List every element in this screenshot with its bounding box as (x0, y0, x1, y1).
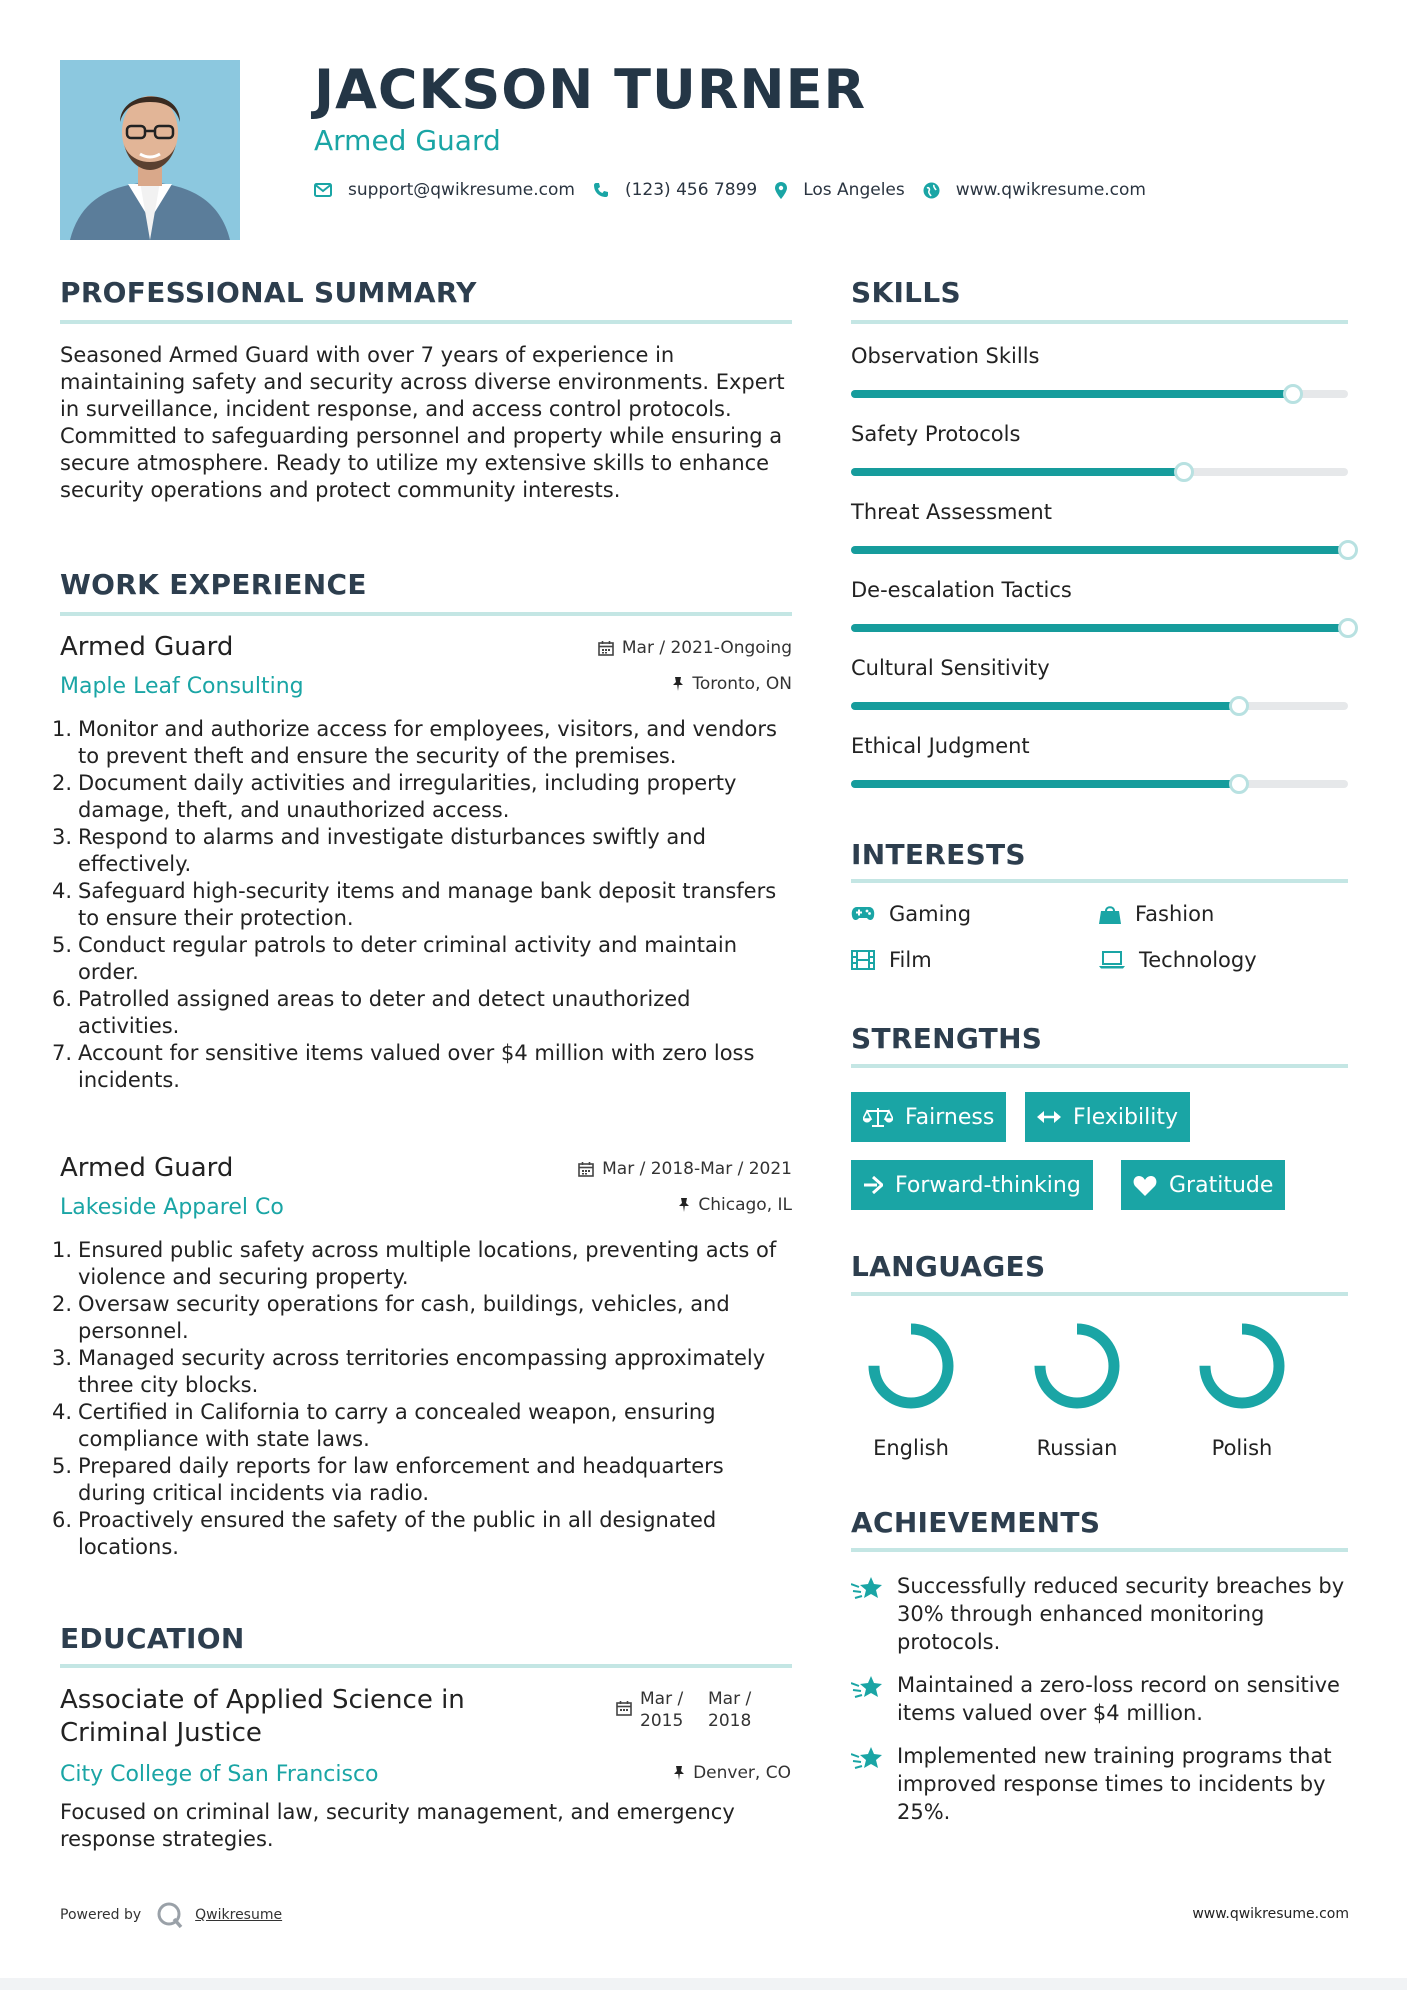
list-item: Prepared daily reports for law enforcement and headquarters during critical incidents via radio. (78, 1454, 724, 1505)
powered-by (60, 1900, 282, 1930)
list-item: Account for sensitive items valued over $4 million with zero loss incidents. (78, 1041, 755, 1092)
skill-bar-fill (851, 546, 1348, 554)
education-description: Focused on criminal law, security management, and emergency response strategies. (60, 1800, 735, 1851)
skill-bar-fill (851, 702, 1239, 710)
list-item: Conduct regular patrols to deter criminal activity and maintain order. (78, 933, 738, 984)
email-text: support@qwikresume.com (348, 180, 575, 200)
interest-label: Film (889, 948, 932, 972)
shopping-bag-icon (1099, 904, 1121, 924)
experience-divider (60, 612, 792, 616)
skill-bar-fill (851, 468, 1184, 476)
profile-photo (60, 60, 240, 240)
list-item: Patrolled assigned areas to deter and detect unauthorized activities. (78, 987, 691, 1038)
languages-heading: LANGUAGES (851, 1250, 1046, 1283)
languages-divider (851, 1292, 1348, 1296)
interest-item (851, 902, 971, 926)
job-duties-list (48, 716, 798, 1094)
calendar-icon (598, 640, 614, 656)
language-item (1177, 1318, 1307, 1460)
summary-divider (60, 320, 792, 324)
job-location-text: Toronto, ON (692, 674, 792, 694)
contact-bar (314, 180, 1164, 200)
skill-level-knob (1283, 384, 1303, 404)
achievements-heading: ACHIEVEMENTS (851, 1506, 1101, 1539)
skill-bar-fill (851, 390, 1293, 398)
skill-name: Observation Skills (851, 344, 1040, 368)
skill-name: Safety Protocols (851, 422, 1021, 446)
location-text: Los Angeles (803, 180, 905, 200)
interest-item (1099, 948, 1257, 972)
arrow-right-icon (863, 1176, 883, 1194)
interests-heading: INTERESTS (851, 838, 1026, 871)
job-company: Lakeside Apparel Co (60, 1195, 284, 1220)
language-proficiency-ring (1029, 1318, 1125, 1414)
strength-label: Gratitude (1169, 1172, 1274, 1198)
skill-level-knob (1338, 618, 1358, 638)
pin-icon (672, 676, 684, 692)
bottom-band (0, 1978, 1407, 1990)
skill-level-knob (1338, 540, 1358, 560)
job-entry (60, 632, 792, 699)
skill-name: De-escalation Tactics (851, 578, 1072, 602)
list-item: Ensured public safety across multiple locations, preventing acts of violence and securing property. (78, 1238, 777, 1289)
contact-location (775, 180, 905, 200)
job-dates (598, 638, 792, 658)
achievement-text: Implemented new training programs that improved response times to incidents by 25%. (897, 1744, 1332, 1824)
language-label: Russian (1036, 1436, 1118, 1460)
heart-icon (1133, 1175, 1157, 1196)
skill-name: Threat Assessment (851, 500, 1052, 524)
language-proficiency-arc (1205, 1329, 1279, 1403)
candidate-title: Armed Guard (314, 124, 501, 157)
achievement-text: Maintained a zero-loss record on sensitive items valued over $4 million. (897, 1673, 1340, 1725)
arrows-horizontal-icon (1037, 1110, 1061, 1124)
list-item: Document daily activities and irregularities, including property damage, theft, and unauthorized access. (78, 771, 737, 822)
education-degree: Associate of Applied Science in Criminal Justice (60, 1685, 465, 1748)
skill-name: Ethical Judgment (851, 734, 1030, 758)
list-item: Monitor and authorize access for employees, visitors, and vendors to prevent theft and ensure the security of the premises. (78, 717, 777, 768)
strength-chip (851, 1092, 1006, 1142)
strength-label: Forward-thinking (895, 1172, 1081, 1198)
strength-chip (851, 1160, 1093, 1210)
job-role: Armed Guard (60, 632, 234, 662)
list-item: Oversaw security operations for cash, buildings, vehicles, and personnel. (78, 1292, 730, 1343)
job-dates-text: Mar / 2021-Ongoing (621, 638, 792, 658)
powered-by-label: Powered by (60, 1907, 142, 1923)
contact-email[interactable] (314, 180, 575, 200)
skills-divider (851, 320, 1348, 324)
job-company: Maple Leaf Consulting (60, 674, 304, 699)
pin-icon (678, 1197, 690, 1213)
education-dates (616, 1688, 768, 1732)
language-proficiency-ring (863, 1318, 959, 1414)
interest-label: Gaming (889, 902, 972, 926)
language-item (846, 1318, 976, 1460)
skill-bar-track (851, 468, 1348, 476)
language-label: English (873, 1436, 949, 1460)
strength-label: Flexibility (1073, 1104, 1178, 1130)
qwikresume-logo-icon (155, 1900, 185, 1930)
education-heading: EDUCATION (60, 1622, 245, 1655)
laptop-icon (1099, 951, 1125, 969)
map-pin-icon (775, 182, 787, 199)
education-end: Mar / 2018 (708, 1689, 752, 1731)
job-dates-text: Mar / 2018-Mar / 2021 (602, 1159, 792, 1179)
skill-bar-track (851, 624, 1348, 632)
globe-icon (923, 182, 940, 199)
contact-website[interactable] (923, 180, 1146, 200)
list-item: Managed security across territories encompassing approximately three city blocks. (78, 1346, 766, 1397)
pin-icon (673, 1765, 685, 1781)
website-text: www.qwikresume.com (955, 180, 1146, 200)
strengths-heading: STRENGTHS (851, 1022, 1043, 1055)
achievements-divider (851, 1548, 1348, 1552)
strengths-divider (851, 1064, 1348, 1068)
job-location (672, 674, 792, 694)
interest-item (851, 948, 932, 972)
interest-label: Technology (1139, 948, 1257, 972)
education-divider (60, 1664, 792, 1668)
achievement-item (851, 1671, 1351, 1727)
list-item: Safeguard high-security items and manage bank deposit transfers to ensure their protection. (78, 879, 777, 930)
skill-level-knob (1229, 774, 1249, 794)
interests-divider (851, 879, 1348, 883)
contact-phone[interactable] (593, 180, 757, 200)
achievement-item (851, 1742, 1351, 1826)
strength-chip (1121, 1160, 1285, 1210)
experience-heading: WORK EXPERIENCE (60, 568, 367, 601)
achievement-item (851, 1572, 1351, 1656)
skill-level-knob (1229, 696, 1249, 716)
skill-bar-track (851, 390, 1348, 398)
skill-bar-track (851, 780, 1348, 788)
skills-heading: SKILLS (851, 276, 961, 309)
achievement-text: Successfully reduced security breaches by 30% through enhanced monitoring protocols. (897, 1574, 1345, 1654)
job-entry (60, 1153, 792, 1220)
shooting-star-icon (851, 1744, 883, 1772)
skill-bar-track (851, 702, 1348, 710)
skill-level-knob (1174, 462, 1194, 482)
job-duties-list (48, 1237, 798, 1561)
phone-icon (593, 182, 609, 198)
strength-label: Fairness (905, 1104, 995, 1130)
language-proficiency-arc (1040, 1329, 1114, 1403)
phone-text: (123) 456 7899 (624, 180, 758, 200)
interest-item (1099, 902, 1214, 926)
language-label: Polish (1211, 1436, 1273, 1460)
envelope-icon (314, 183, 332, 197)
summary-heading: PROFESSIONAL SUMMARY (60, 276, 477, 309)
interest-label: Fashion (1135, 902, 1215, 926)
balance-scale-icon (863, 1106, 893, 1128)
film-icon (851, 950, 875, 970)
list-item: Proactively ensured the safety of the public in all designated locations. (78, 1508, 717, 1559)
list-item: Certified in California to carry a concealed weapon, ensuring compliance with state laws. (78, 1400, 716, 1451)
calendar-icon (578, 1161, 594, 1177)
list-item: Respond to alarms and investigate disturbances swiftly and effectively. (78, 825, 706, 876)
job-role: Armed Guard (60, 1153, 234, 1183)
job-location (678, 1195, 792, 1215)
job-dates (578, 1159, 792, 1179)
calendar-icon (616, 1700, 632, 1716)
skill-bar-fill (851, 624, 1348, 632)
shooting-star-icon (851, 1673, 883, 1701)
language-proficiency-ring (1194, 1318, 1290, 1414)
qwikresume-link[interactable]: Qwikresume (195, 1907, 283, 1923)
gamepad-icon (851, 906, 875, 922)
education-location-text: Denver, CO (693, 1763, 791, 1783)
strength-chip (1025, 1092, 1190, 1142)
summary-text: Seasoned Armed Guard with over 7 years of experience in maintaining safety and security across diverse environments. Expert in surveillance, incident response, and access control protocols. Committed to safeguarding personnel and property while ensuring a secure atmosphere. Ready to utilize my extensive skills to enhance security operations and protect community interests. (60, 343, 785, 502)
education-school: City College of San Francisco (60, 1762, 379, 1787)
shooting-star-icon (851, 1574, 883, 1602)
footer-url[interactable]: www.qwikresume.com (1192, 1906, 1349, 1922)
education-start: Mar / 2015 (640, 1689, 684, 1731)
skill-bar-track (851, 546, 1348, 554)
candidate-name: JACKSON TURNER (314, 58, 867, 121)
education-location (673, 1763, 791, 1783)
skill-bar-fill (851, 780, 1239, 788)
skill-name: Cultural Sensitivity (851, 656, 1050, 680)
language-item (1012, 1318, 1142, 1460)
job-location-text: Chicago, IL (698, 1195, 792, 1215)
language-proficiency-arc (874, 1329, 948, 1403)
